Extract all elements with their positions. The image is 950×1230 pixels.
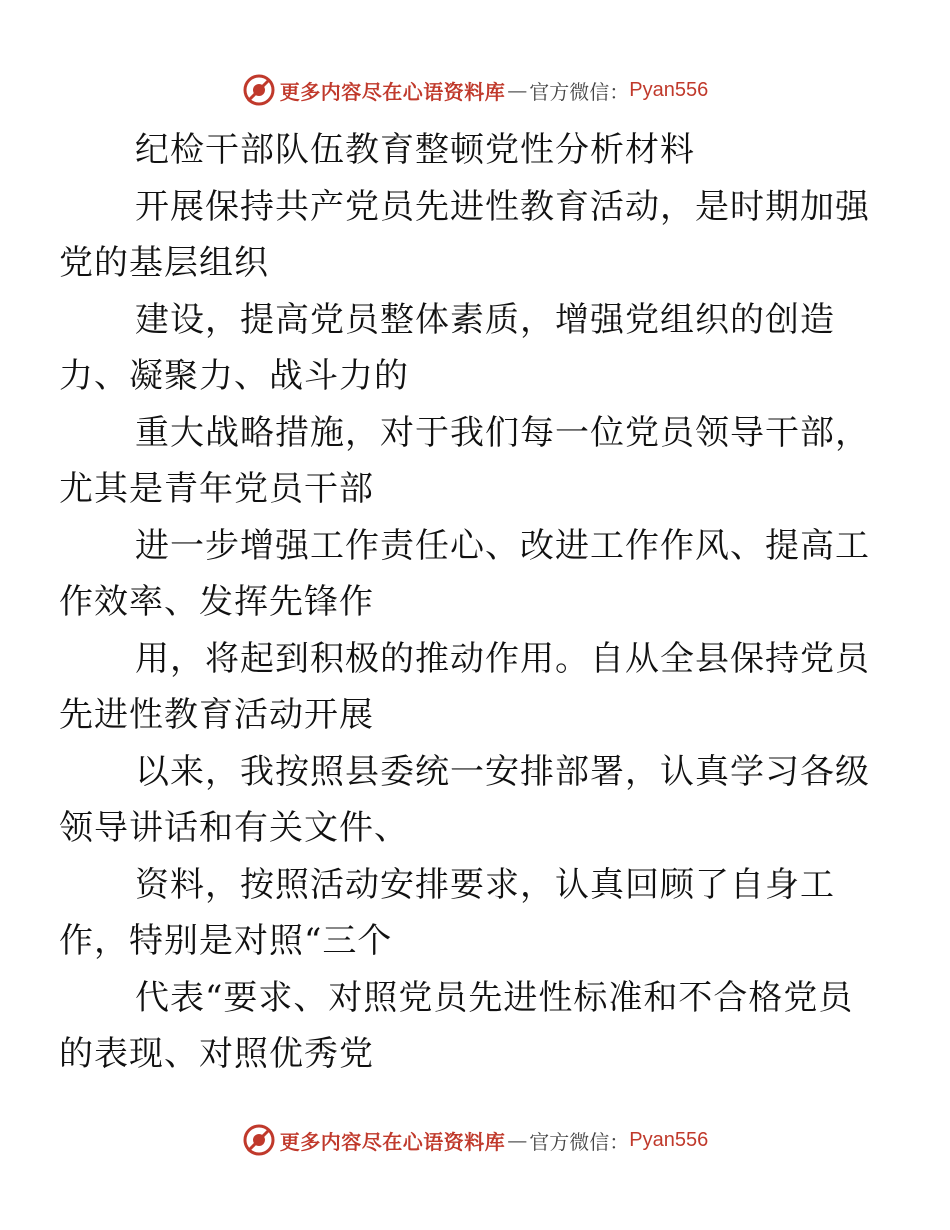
paragraph bbox=[59, 744, 870, 857]
watermark-site-text: 更多内容尽在心语资料库 bbox=[279, 1129, 506, 1154]
watermark-wechat-label: 官方微信： bbox=[529, 79, 630, 104]
line-text: 开展保持共产党员先进性教育活动，是时期加强 bbox=[135, 186, 870, 227]
paragraph bbox=[59, 631, 870, 744]
line-text: 进一步增强工作责任心、改进工作作风、提高工 bbox=[135, 525, 870, 566]
document-body bbox=[59, 122, 870, 1083]
line-text: 的表现、对照优秀党 bbox=[59, 1034, 374, 1074]
line-text: 领导讲话和有关文件、 bbox=[59, 808, 409, 848]
line-text: 代表“要求、对照党员先进性标准和不合格党员 bbox=[135, 977, 854, 1018]
line-text: 尤其是青年党员干部 bbox=[59, 469, 374, 509]
paragraph bbox=[59, 970, 857, 1083]
watermark-footer bbox=[0, 1120, 950, 1160]
line-text: 用，将起到积极的推动作用。自从全县保持党员 bbox=[135, 638, 870, 679]
line-text: 资料，按照活动安排要求，认真回顾了自身工 bbox=[135, 864, 835, 905]
line-text: 力、凝聚力、战斗力的 bbox=[59, 356, 409, 396]
line-text: 党的基层组织 bbox=[59, 243, 269, 283]
watermark-wechat-label: 官方微信： bbox=[529, 1129, 630, 1154]
watermark-header bbox=[0, 70, 950, 110]
watermark-wechat-id: Pyan556 bbox=[629, 1128, 709, 1151]
paragraph bbox=[59, 179, 870, 292]
line-text: 以来，我按照县委统一安排部署，认真学习各级 bbox=[135, 751, 870, 792]
line-text: 建设，提高党员整体素质，增强党组织的创造 bbox=[135, 299, 835, 340]
line-text: 作效率、发挥先锋作 bbox=[59, 582, 374, 622]
paragraph bbox=[59, 405, 870, 518]
watermark-site-text: 更多内容尽在心语资料库 bbox=[279, 79, 506, 104]
paragraph bbox=[59, 857, 857, 970]
watermark-dash: — bbox=[507, 1128, 528, 1152]
paragraph bbox=[59, 292, 857, 405]
paragraph bbox=[59, 518, 870, 631]
line-text: 作，特别是对照“三个 bbox=[59, 921, 393, 961]
watermark-dash: — bbox=[507, 78, 528, 102]
watermark-wechat-id: Pyan556 bbox=[629, 78, 709, 101]
line-text: 先进性教育活动开展 bbox=[59, 695, 374, 735]
document-title: 纪检干部队伍教育整顿党性分析材料 bbox=[135, 130, 695, 170]
library-logo-icon bbox=[242, 73, 276, 107]
line-text: 重大战略措施，对于我们每一位党员领导干部， bbox=[135, 412, 870, 453]
library-logo-icon bbox=[242, 1123, 276, 1157]
